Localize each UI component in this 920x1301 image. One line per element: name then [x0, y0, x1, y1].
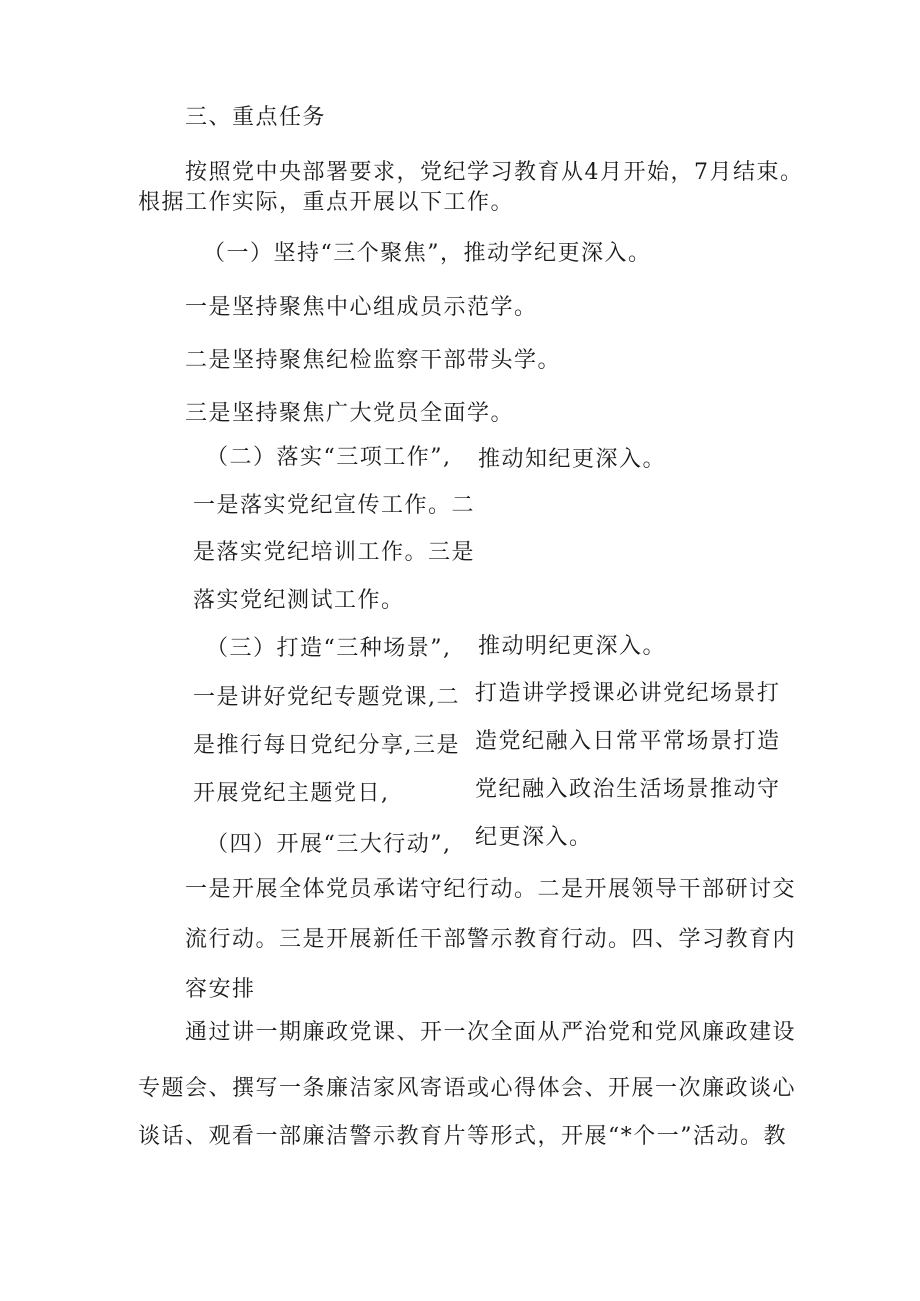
- intro-line-1: 按照党中央部署要求，党纪学习教育从4月开始，7月结束。: [185, 160, 804, 185]
- part3-body-right-1: 打造讲学授课必讲党纪场景打: [475, 681, 781, 706]
- part3-body-left-3: 开展党纪主题党日,: [193, 781, 390, 806]
- part3-heading-left: （三）打造“三种场景”,: [206, 636, 452, 661]
- part3-body-left-2: 是推行每日党纪分享,三是: [193, 733, 460, 758]
- part1-item-1: 一是坚持聚焦中心组成员示范学。: [185, 295, 538, 320]
- part2-body-line-1: 一是落实党纪宣传工作。二: [193, 493, 476, 518]
- part3-body-right-2: 造党纪融入日常平常场景打造: [475, 729, 781, 754]
- intro-line-2: 根据工作实际，重点开展以下工作。: [138, 190, 515, 215]
- part3-heading-right: 推动明纪更深入。: [478, 634, 667, 659]
- closing-line-1: 通过讲一期廉政党课、开一次全面从严治党和党风廉政建设: [185, 1020, 797, 1045]
- part4-body-line-2: 流行动。三是开展新任干部警示教育行动。四、学习教育内: [185, 927, 797, 952]
- section-heading: 三、重点任务: [185, 105, 327, 130]
- part4-body-line-1: 一是开展全体党员承诺守纪行动。二是开展领导干部研讨交: [185, 877, 797, 902]
- part4-body-line-3: 容安排: [185, 977, 256, 1002]
- part2-heading-right: 推动知纪更深入。: [478, 447, 667, 472]
- part4-heading: （四）开展“三大行动”,: [206, 832, 452, 857]
- closing-line-3: 谈话、观看一部廉洁警示教育片等形式，开展“*个一”活动。教: [138, 1124, 787, 1149]
- part2-body-line-2: 是落实党纪培训工作。三是: [193, 540, 476, 565]
- part3-body-right-4: 纪更深入。: [475, 825, 593, 850]
- part2-body-line-3: 落实党纪测试工作。: [193, 588, 405, 613]
- part3-body-right-3: 党纪融入政治生活场景推动守: [475, 777, 781, 802]
- part1-item-2: 二是坚持聚焦纪检监察干部带头学。: [185, 348, 562, 373]
- part3-body-left-1: 一是讲好党纪专题党课,二: [193, 685, 460, 710]
- part2-heading-left: （二）落实“三项工作”,: [206, 445, 452, 470]
- closing-line-2: 专题会、撰写一条廉洁家风寄语或心得体会、开展一次廉政谈心: [138, 1076, 797, 1101]
- part1-item-3: 三是坚持聚焦广大党员全面学。: [185, 401, 515, 426]
- part1-heading: （一）坚持“三个聚焦”，推动学纪更深入。: [203, 241, 652, 266]
